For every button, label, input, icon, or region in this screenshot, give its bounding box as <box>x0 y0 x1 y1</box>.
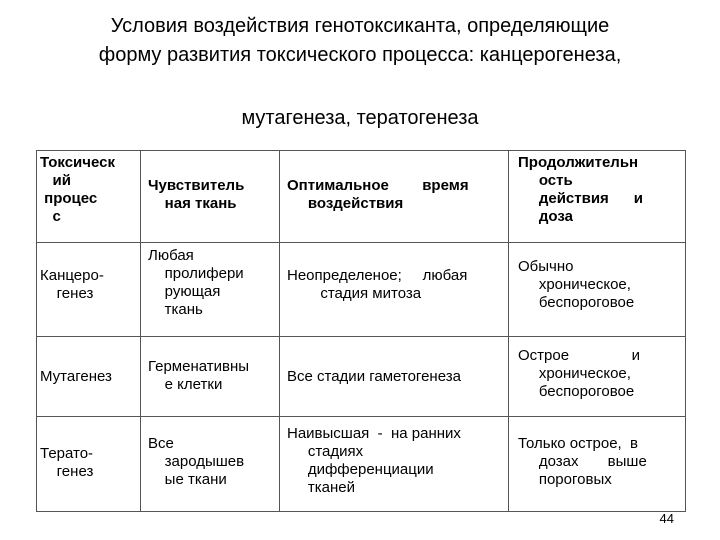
row2-process: Мутагенез <box>40 368 112 385</box>
row3-process: Терато- генез <box>40 445 94 480</box>
table-row-divider <box>36 242 686 243</box>
table-border-bottom <box>36 511 686 512</box>
row1-duration: Обычно хроническое, беспороговое <box>518 258 635 311</box>
page-number: 44 <box>659 511 674 526</box>
title-line-1: Условия воздействия генотоксиканта, определяющие <box>110 15 610 37</box>
title-line-3: мутагенеза, тератогенеза <box>241 107 479 129</box>
table-row-divider <box>36 336 686 337</box>
row1-tissue: Любая пролифери рующая ткань <box>148 247 244 318</box>
header-process: Токсическ ий процес с <box>40 154 115 225</box>
row3-timing: Наивысшая - на ранних стадиях дифференциации тканей <box>287 425 461 496</box>
row3-tissue: Все зародышев ые ткани <box>148 435 245 488</box>
table-border-left <box>36 150 37 512</box>
row2-tissue: Герменативны е клетки <box>148 358 250 393</box>
header-timing: Оптимальное время воздействия <box>287 177 469 212</box>
row1-process: Канцеро- генез <box>40 267 104 302</box>
row3-duration: Только острое, в дозах выше пороговых <box>518 435 647 488</box>
table-col-divider <box>140 150 141 512</box>
header-tissue: Чувствитель ная ткань <box>148 177 245 212</box>
table-border-right <box>685 150 686 512</box>
header-duration: Продолжительн ость действия и доза <box>518 154 644 225</box>
row2-timing: Все стадии гаметогенеза <box>287 368 461 385</box>
row1-timing: Неопределеное; любая стадия митоза <box>287 267 468 302</box>
conditions-table <box>36 150 686 512</box>
table-row-divider <box>36 416 686 417</box>
table-col-divider <box>279 150 280 512</box>
title-line-2: форму развития токсического процесса: канцерогенеза, <box>98 44 622 66</box>
slide-title <box>20 12 700 133</box>
row2-duration: Острое и хроническое, беспороговое <box>518 347 640 400</box>
table-border-top <box>36 150 686 151</box>
table-col-divider <box>508 150 509 512</box>
